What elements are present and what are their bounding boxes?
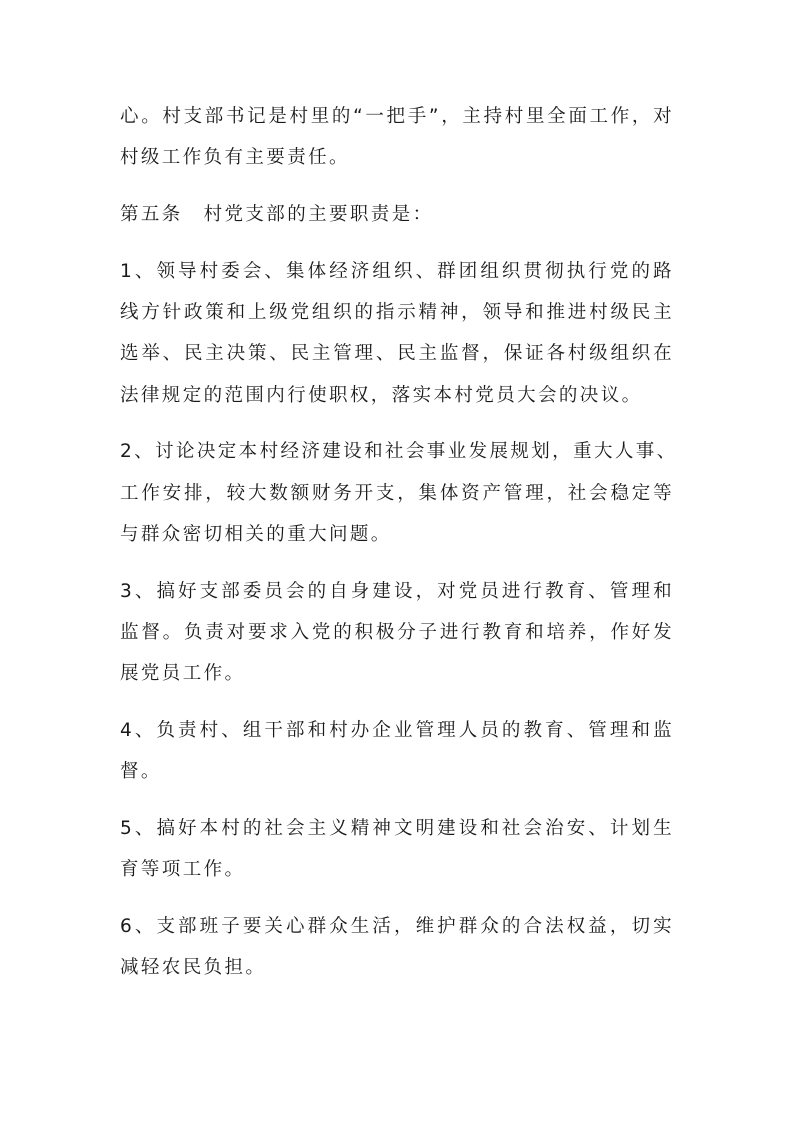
list-item-2: [120, 431, 678, 555]
text-line: 育等项工作。: [120, 859, 246, 881]
list-item-6: [120, 906, 674, 989]
list-item-4: [120, 710, 674, 793]
text-line: 5、搞好本村的社会主义精神文明建设和社会治安、计划生: [120, 817, 674, 839]
list-item-3: [120, 571, 674, 695]
document-body: [120, 96, 678, 1004]
text-line: 与群众密切相关的重大问题。: [120, 523, 392, 545]
text-line: 3、搞好支部委员会的自身建设，对党员进行教育、管理和: [120, 580, 674, 602]
text-line: 6、支部班子要关心群众生活，维护群众的合法权益，切实: [120, 915, 674, 937]
list-item-1: [120, 251, 674, 416]
text-line: 1、领导村委会、集体经济组织、群团组织贯彻执行党的路: [120, 260, 674, 282]
text-line: 线方针政策和上级党组织的指示精神，领导和推进村级民主: [120, 301, 674, 323]
list-item-5: [120, 808, 674, 891]
text-line: 督。: [120, 761, 162, 783]
intro-paragraph: [120, 96, 674, 179]
text-line: 监督。负责对要求入党的积极分子进行教育和培养，作好发: [120, 621, 674, 643]
text-line: 展党员工作。: [120, 663, 246, 685]
text-line: 减轻农民负担。: [120, 957, 267, 979]
text-line: 村级工作负有主要责任。: [120, 147, 350, 169]
text-line: 心。村支部书记是村里的“一把手”，主持村里全面工作，对: [120, 106, 674, 127]
heading-text: 第五条 村党支部的主要职责是：: [120, 203, 434, 225]
text-line: 2、讨论决定本村经济建设和社会事业发展规划，重大人事、: [120, 441, 678, 463]
article-heading: [120, 194, 674, 235]
text-line: 选举、民主决策、民主管理、民主监督，保证各村级组织在: [120, 343, 674, 365]
text-line: 法律规定的范围内行使职权，落实本村党员大会的决议。: [120, 384, 643, 406]
text-line: 4、负责村、组干部和村办企业管理人员的教育、管理和监: [120, 719, 674, 741]
text-line: 工作安排，较大数额财务开支，集体资产管理，社会稳定等: [120, 482, 674, 504]
